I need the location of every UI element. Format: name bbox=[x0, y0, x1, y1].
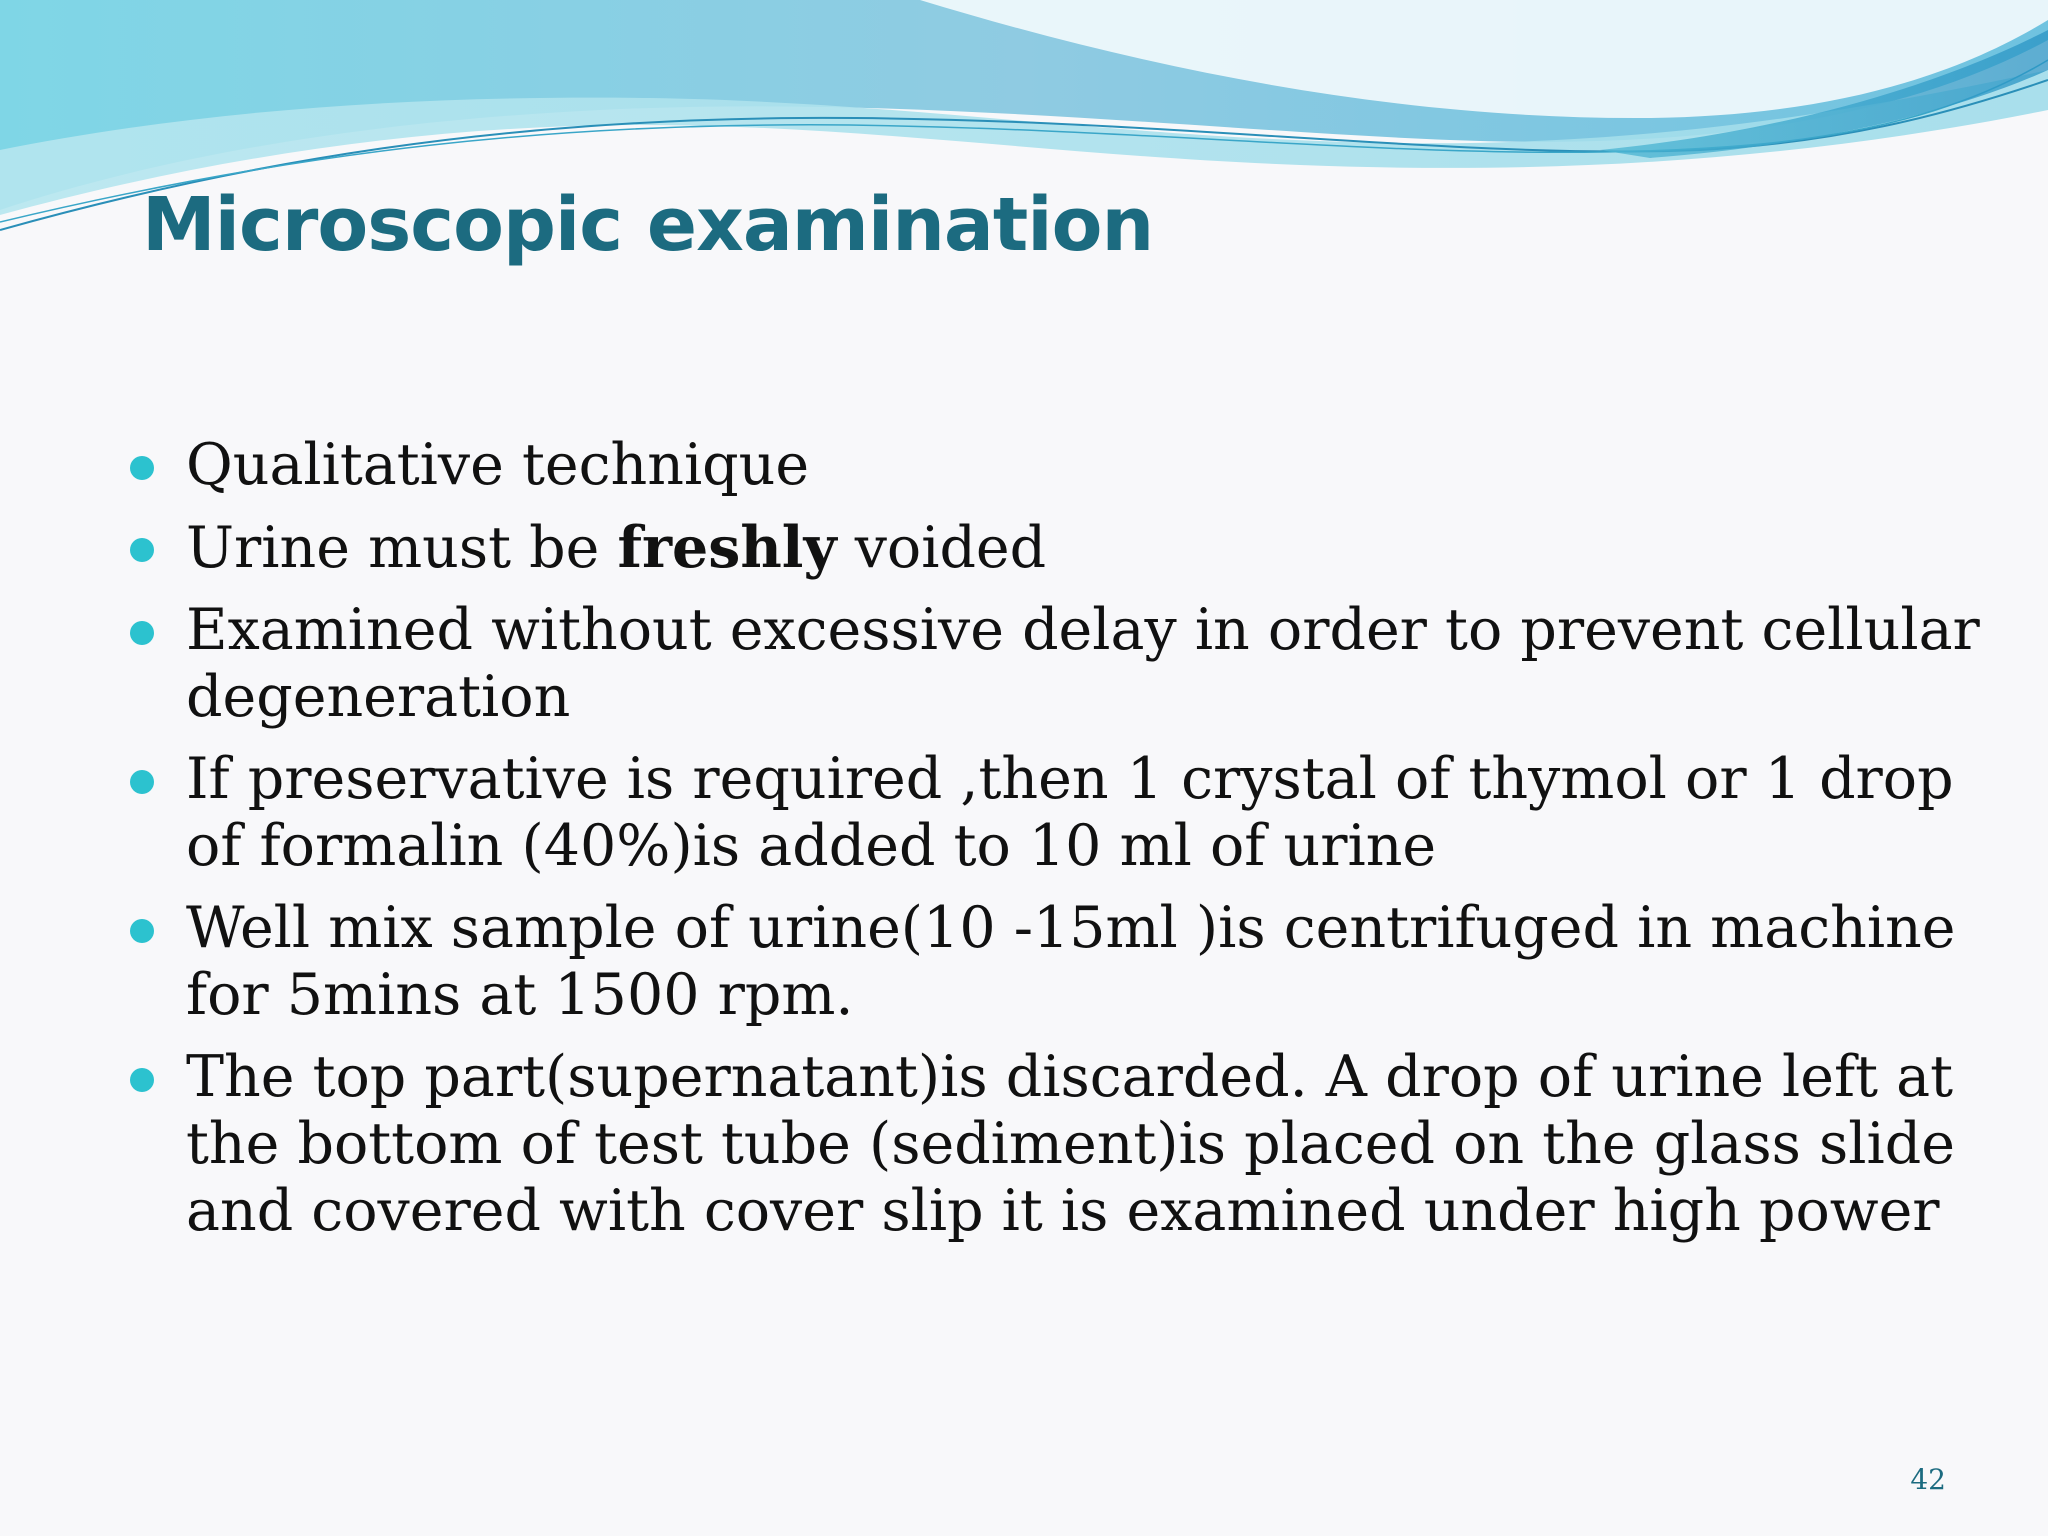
slide-title: Microscopic examination bbox=[142, 182, 1154, 268]
bullet-list bbox=[124, 432, 1984, 1260]
bullet-text-after: voided bbox=[836, 515, 1047, 581]
bullet-icon bbox=[130, 621, 154, 645]
bullet-text-before: Urine must be bbox=[186, 515, 618, 581]
bullet-text: Well mix sample of urine(10 -15ml )is centrifuged in machine for 5mins at 1500 rpm. bbox=[186, 895, 1956, 1028]
bullet-icon bbox=[130, 1068, 154, 1092]
list-item bbox=[124, 1044, 1984, 1245]
bullet-text: Qualitative technique bbox=[186, 432, 810, 498]
list-item bbox=[124, 746, 1984, 880]
bullet-icon bbox=[130, 770, 154, 794]
list-item bbox=[124, 432, 1984, 499]
list-item bbox=[124, 514, 1984, 582]
bullet-text-bold: freshly bbox=[617, 514, 837, 581]
bullet-icon bbox=[130, 456, 154, 480]
bullet-text: Examined without excessive delay in order to prevent cellular degeneration bbox=[186, 597, 1980, 730]
bullet-icon bbox=[130, 538, 154, 562]
page-number: 42 bbox=[1910, 1463, 1946, 1496]
list-item bbox=[124, 597, 1984, 731]
bullet-text: The top part(supernatant)is discarded. A drop of urine left at the bottom of test tube (sediment)is placed on the glass slide and covered with cover slip it is examined under high power bbox=[186, 1044, 1955, 1244]
list-item bbox=[124, 895, 1984, 1029]
bullet-icon bbox=[130, 919, 154, 943]
bullet-text: If preservative is required ,then 1 crystal of thymol or 1 drop of formalin (40%)is added to 10 ml of urine bbox=[186, 746, 1954, 879]
